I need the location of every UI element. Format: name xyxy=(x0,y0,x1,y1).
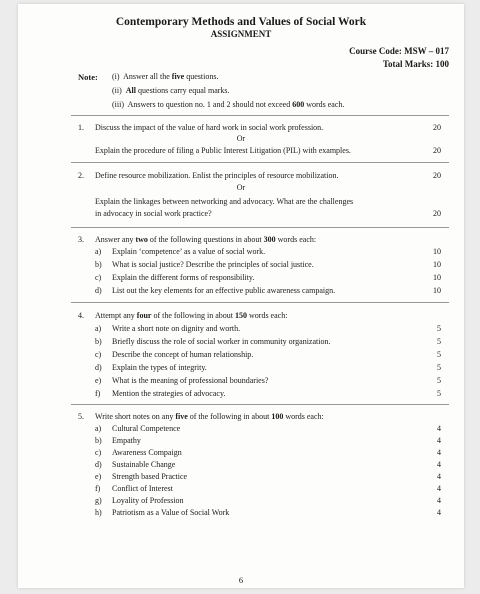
subitem-marks: 5 xyxy=(437,337,441,346)
subitem-marks: 4 xyxy=(437,496,441,505)
subitem-text: Describe the concept of human relationship. xyxy=(112,350,254,359)
question-number: 5. xyxy=(78,412,84,421)
subitem-letter: b) xyxy=(95,260,102,269)
question-marks: 20 xyxy=(433,123,441,132)
question-text: Answer any two of the following questions in about 300 words each: xyxy=(95,235,317,244)
document-title: Contemporary Methods and Values of Social Work xyxy=(115,16,367,28)
subitem-marks: 4 xyxy=(437,448,441,457)
question-text: Write short notes on any five of the following in about 100 words each: xyxy=(95,412,324,421)
note-label xyxy=(78,72,98,82)
subitem-marks: 4 xyxy=(437,460,441,469)
subitem-text: Conflict of Interest xyxy=(112,484,173,493)
question-text: Explain the linkages between networking and advocacy. What are the challenges xyxy=(95,197,354,206)
question-number: 3. xyxy=(78,235,84,244)
note-item: (ii) All questions carry equal marks. xyxy=(112,86,230,95)
subitem-letter: a) xyxy=(95,324,102,333)
subitem-marks: 10 xyxy=(433,260,441,269)
question-text: Attempt any four of the following in about 150 words each: xyxy=(95,311,288,320)
page-number: 6 xyxy=(238,575,244,585)
subitem-marks: 4 xyxy=(437,472,441,481)
subitem-letter: g) xyxy=(95,496,102,505)
subitem-marks: 4 xyxy=(437,508,441,517)
subitem-marks: 10 xyxy=(433,247,441,256)
subitem-letter: f) xyxy=(95,484,101,493)
or-separator: Or xyxy=(236,134,246,143)
subitem-letter: h) xyxy=(95,508,102,517)
subitem-text: Explain the types of integrity. xyxy=(112,363,207,372)
document-page xyxy=(18,4,464,588)
subitem-text: Mention the strategies of advocacy. xyxy=(112,389,226,398)
subitem-text: Awareness Compaign xyxy=(112,448,182,457)
subitem-text: Patriotism as a Value of Social Work xyxy=(112,508,230,517)
subitem-letter: e) xyxy=(95,376,102,385)
subitem-letter: e) xyxy=(95,472,102,481)
divider xyxy=(71,302,449,303)
subitem-marks: 4 xyxy=(437,484,441,493)
subitem-letter: d) xyxy=(95,460,102,469)
question-number: 4. xyxy=(78,311,84,320)
question-marks: 20 xyxy=(433,209,441,218)
subitem-letter: f) xyxy=(95,389,101,398)
subitem-text: What is social justice? Describe the principles of social justice. xyxy=(112,260,314,269)
subitem-marks: 4 xyxy=(437,436,441,445)
subitem-text: What is the meaning of professional boundaries? xyxy=(112,376,269,385)
question-text: in advocacy in social work practice? xyxy=(95,209,212,218)
subitem-text: List out the key elements for an effective public awareness campaign. xyxy=(112,286,336,295)
subitem-text: Sustainable Change xyxy=(112,460,176,469)
subitem-text: Explain the different forms of responsibility. xyxy=(112,273,255,282)
question-number: 2. xyxy=(78,171,84,180)
subitem-letter: b) xyxy=(95,436,102,445)
or-separator: Or xyxy=(236,183,246,192)
subitem-marks: 5 xyxy=(437,350,441,359)
subitem-marks: 5 xyxy=(437,376,441,385)
subitem-text: Write a short note on dignity and worth. xyxy=(112,324,241,333)
subitem-marks: 10 xyxy=(433,286,441,295)
question-text: Discuss the impact of the value of hard work in social work profession. xyxy=(95,123,324,132)
divider xyxy=(71,227,449,228)
subitem-text: Briefly discuss the role of social worker in community organization. xyxy=(112,337,331,346)
subitem-letter: c) xyxy=(95,350,102,359)
subitem-marks: 5 xyxy=(437,389,441,398)
question-marks: 20 xyxy=(433,171,441,180)
subitem-text: Strength based Practice xyxy=(112,472,188,481)
subitem-marks: 4 xyxy=(437,424,441,433)
document-subtitle: ASSIGNMENT xyxy=(210,29,272,39)
subitem-letter: d) xyxy=(95,286,102,295)
subitem-letter: a) xyxy=(95,247,102,256)
subitem-letter: b) xyxy=(95,337,102,346)
note-label-text: Note: xyxy=(78,72,98,82)
question-text: Explain the procedure of filing a Public Interest Litigation (PIL) with examples. xyxy=(95,146,351,155)
question-number: 1. xyxy=(78,123,84,132)
subitem-letter: c) xyxy=(95,448,102,457)
note-item: (iii) Answers to question no. 1 and 2 should not exceed 600 words each. xyxy=(112,100,345,109)
subitem-text: Empathy xyxy=(112,436,141,445)
note-item: (i) Answer all the five questions. xyxy=(112,72,219,81)
subitem-marks: 5 xyxy=(437,363,441,372)
subitem-text: Loyality of Profession xyxy=(112,496,184,505)
course-code: Course Code: MSW – 017 xyxy=(349,46,449,56)
question-text: Define resource mobilization. Enlist the principles of resource mobilization. xyxy=(95,171,339,180)
divider xyxy=(71,404,449,405)
subitem-letter: a) xyxy=(95,424,102,433)
subitem-letter: d) xyxy=(95,363,102,372)
subitem-letter: c) xyxy=(95,273,102,282)
divider xyxy=(71,162,449,163)
subitem-marks: 5 xyxy=(437,324,441,333)
subitem-text: Explain ‘competence’ as a value of social work. xyxy=(112,247,266,256)
total-marks: Total Marks: 100 xyxy=(382,59,449,69)
subitem-marks: 10 xyxy=(433,273,441,282)
subitem-text: Cultural Competence xyxy=(112,424,181,433)
divider xyxy=(71,115,449,116)
question-marks: 20 xyxy=(433,146,441,155)
